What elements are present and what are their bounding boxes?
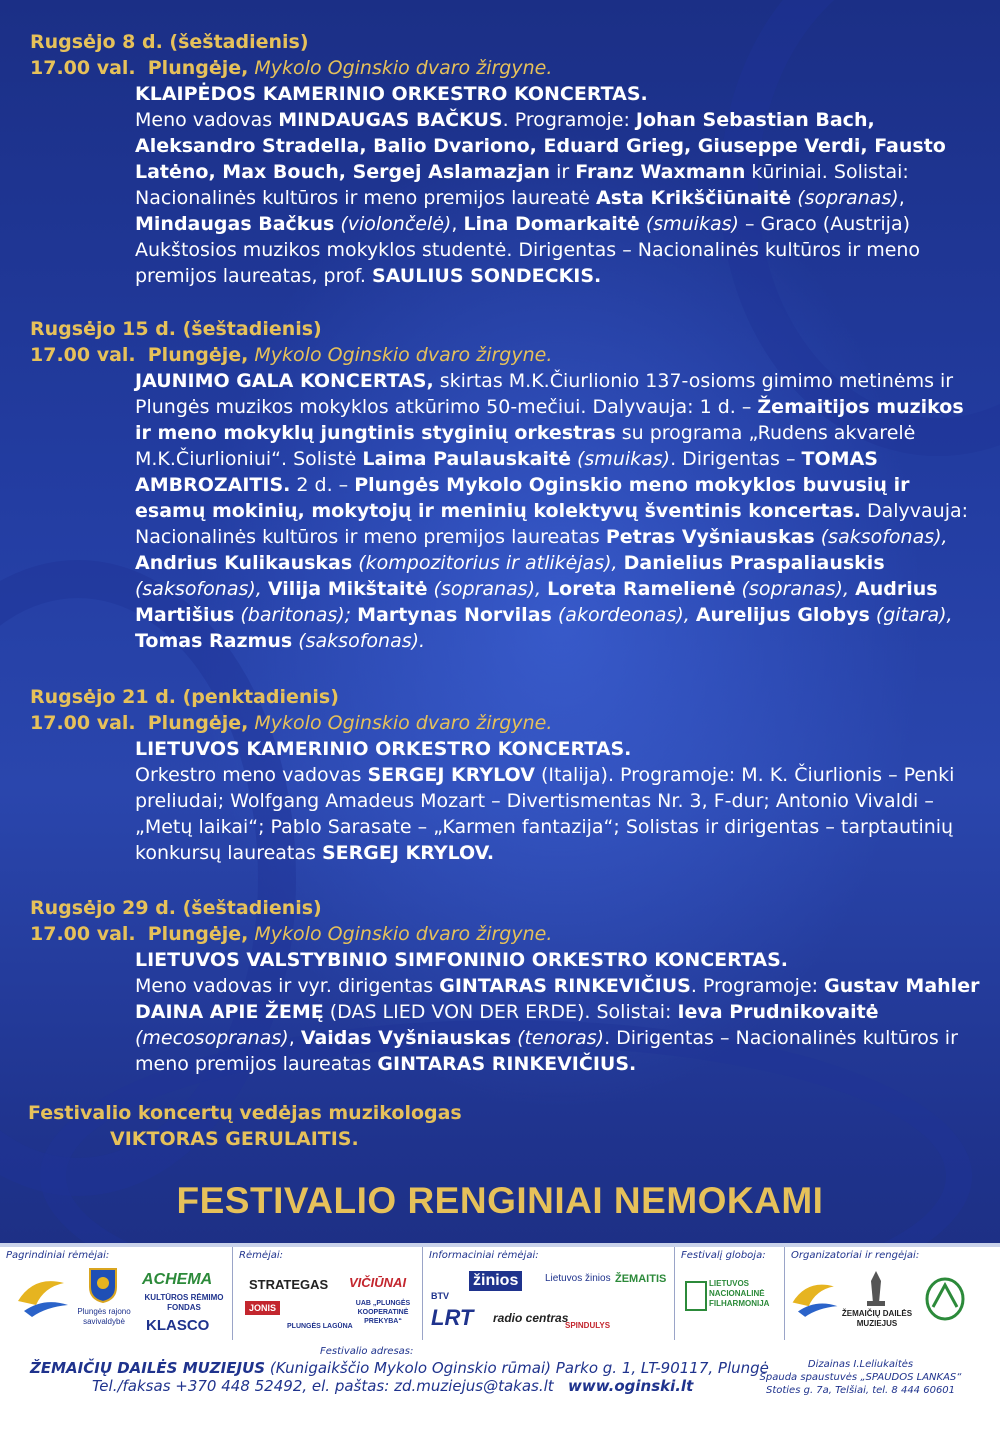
- media-sponsors: [422, 1247, 675, 1344]
- event-sept-29: [30, 895, 980, 1077]
- event-venue: Mykolo Oginskio dvaro žirgyne.: [254, 712, 553, 734]
- website-link[interactable]: www.oginski.lt: [568, 1377, 694, 1395]
- supporters-label: Rėmėjai:: [239, 1250, 284, 1261]
- lrt-logo: LRT: [431, 1305, 474, 1330]
- plunge-municipality-logo: Plungės rajono savivaldybė: [77, 1307, 131, 1326]
- viciunai-logo: VIČIŪNAI: [349, 1275, 407, 1290]
- event-place: Plungėje,: [147, 344, 249, 366]
- zemaiciu-dailes-muziejus-logo: ŽEMAIČIŲ DAILĖS MUZIEJUS: [841, 1309, 913, 1328]
- event-description: KLAIPĖDOS KAMERINIO ORKESTRO KONCERTAS. Meno vadovas MINDAUGAS BAČKUS. Programoje: Johan Sebastian Bach, Aleksandro Stradella, Balio Dvariono, Eduard Grieg, Giuseppe Verdi, Fausto Latėno, Max Bouch, Sergej Aslamazjan ir Franz Waxmann kūriniai. Solistai: Nacionalinės kultūros ir meno premijos laureatė Asta Krikščiūnaitė (sopranas), Mindaugas Bačkus (violončelė), Lina Domarkaitė (smuikas) – Graco (Austrija) Aukštosios muzikos mokyklos studentė. Dirigentas – Nacionalinės kultūros ir meno premijos laureatas, prof. SAULIUS SONDECKIS.: [135, 83, 946, 287]
- host-role: Festivalio koncertų vedėjas muzikologas: [28, 1102, 462, 1124]
- event-sept-8: [30, 29, 980, 289]
- festival-address: [30, 1359, 769, 1377]
- filharmonija-logo: LIETUVOS NACIONALINĖ FILHARMONIJA: [709, 1279, 770, 1308]
- event-place: Plungėje,: [147, 57, 249, 79]
- zemaitis-logo: ŽEMAITIS: [615, 1273, 667, 1285]
- footer: [0, 1340, 1000, 1429]
- plunge-bird-icon: [789, 1275, 841, 1321]
- event-title: LIETUVOS VALSTYBINIO SIMFONINIO ORKESTRO KONCERTAS.: [135, 949, 789, 971]
- main-sponsors-label: Pagrindiniai rėmėjai:: [6, 1250, 110, 1261]
- strategas-logo: STRATEGAS: [249, 1277, 329, 1292]
- filharmonija-icon: [685, 1281, 707, 1311]
- kooperatine-prekyba-logo: UAB „PLUNGĖS KOOPERATINĖ PREKYBA“: [355, 1300, 411, 1325]
- event-date: Rugsėjo 15 d. (šeštadienis): [30, 318, 322, 340]
- main-sponsors: [0, 1247, 232, 1344]
- museum-address: (Kunigaikščio Mykolo Oginskio rūmai) Parko g. 1, LT-90117, Plungė: [265, 1359, 769, 1377]
- event-description: JAUNIMO GALA KONCERTAS, skirtas M.K.Čiurlionio 137-osioms gimimo metinėms ir Plungės muzikos mokyklos atkūrimo 50-mečiui. Dalyvauja: 1 d. – Žemaitijos muzikos ir meno mokyklų jungtinis styginių orkestras su programa „Rudens akvarelė M.K.Čiurlioniui“. Solistė Laima Paulauskaitė (smuikas). Dirigentas – TOMAS AMBROZAITIS. 2 d. – Plungės Mykolo Oginskio meno mokyklos buvusių ir esamų mokinių, mokytojų ir meninių kolektyvų šventinis koncertas. Dalyvauja: Nacionalinės kultūros ir meno premijos laureatas Petras Vyšniauskas (saksofonas), Andrius Kulikauskas (kompozitorius ir atlikėjas), Danielius Praspaliauskis (saksofonas), Vilija Mikštaitė (sopranas), Loreta Ramelienė (sopranas), Audrius Martišius (baritonas); Martynas Norvilas (akordeonas), Aurelijus Globys (gitara), Tomas Razmus (saksofonas).: [135, 370, 969, 652]
- museum-name: ŽEMAIČIŲ DAILĖS MUZIEJUS: [30, 1359, 266, 1377]
- event-sept-15: [30, 316, 980, 654]
- event-sept-21: [30, 684, 980, 866]
- patron-label: Festivalį globoja:: [681, 1250, 766, 1261]
- sponsors-strip: [0, 1243, 1000, 1344]
- festival-host: [28, 1100, 462, 1152]
- event-date: Rugsėjo 8 d. (šeštadienis): [30, 31, 309, 53]
- plunge-bird-icon: [14, 1271, 72, 1321]
- supporters: [232, 1247, 423, 1344]
- klasco-logo: KLASCO: [146, 1317, 210, 1334]
- event-date: Rugsėjo 29 d. (šeštadienis): [30, 897, 322, 919]
- organizers: [784, 1247, 1000, 1344]
- organizers-label: Organizatoriai ir rengėjai:: [791, 1250, 920, 1261]
- achema-logo: ACHEMA: [142, 1271, 213, 1288]
- event-time: 17.00 val.: [30, 712, 136, 734]
- event-title: KLAIPĖDOS KAMERINIO ORKESTRO KONCERTAS.: [135, 83, 648, 105]
- event-time: 17.00 val.: [30, 57, 136, 79]
- jonis-logo: JONIS: [245, 1301, 280, 1315]
- event-description: LIETUVOS VALSTYBINIO SIMFONINIO ORKESTRO KONCERTAS. Meno vadovas ir vyr. dirigentas GINTARAS RINKEVIČIUS. Programoje: Gustav Mahler DAINA APIE ŽEMĘ (DAS LIED VON DER ERDE). Solistai: Ieva Prudnikovaitė (mecosopranas), Vaidas Vyšniauskas (tenoras). Dirigentas – Nacionalinės kultūros ir meno premijos laureatas GINTARAS RINKEVIČIUS.: [135, 949, 980, 1075]
- event-time-place: [30, 342, 980, 368]
- btv-logo: BTV: [431, 1291, 449, 1301]
- event-title: JAUNIMO GALA KONCERTAS,: [135, 370, 434, 392]
- plunges-laguna-logo: PLUNGĖS LAGŪNA: [287, 1323, 353, 1330]
- event-time-place: [30, 55, 980, 81]
- host-name: VIKTORAS GERULAITIS.: [110, 1128, 359, 1150]
- event-title: LIETUVOS KAMERINIO ORKESTRO KONCERTAS.: [135, 738, 632, 760]
- event-venue: Mykolo Oginskio dvaro žirgyne.: [254, 923, 553, 945]
- statue-icon: [861, 1269, 891, 1307]
- free-events-banner: FESTIVALIO RENGINIAI NEMOKAMI: [176, 1180, 824, 1221]
- event-time-place: [30, 921, 980, 947]
- event-venue: Mykolo Oginskio dvaro žirgyne.: [254, 57, 553, 79]
- kulturos-remimo-fondas-logo: KULTŪROS RĖMIMO FONDAS: [144, 1293, 224, 1312]
- spindulys-logo: SPINDULYS: [565, 1321, 611, 1330]
- event-time-place: [30, 710, 980, 736]
- media-sponsors-label: Informaciniai rėmėjai:: [429, 1250, 539, 1261]
- radiocentras-logo: radio centras: [493, 1311, 569, 1325]
- lietuvos-zinios-logo: Lietuvos žinios: [545, 1273, 611, 1284]
- patron: [674, 1247, 785, 1344]
- event-place: Plungėje,: [147, 712, 249, 734]
- green-emblem-icon: [925, 1277, 965, 1321]
- design-print-credits: Dizainas I.Leliukaitės Spauda spaustuvės „SPAUDOS LANKAS“ Stoties g. 7a, Telšiai, tel. 8 444 60601: [759, 1359, 962, 1396]
- festival-address-label: Festivalio adresas:: [320, 1346, 414, 1357]
- event-description: LIETUVOS KAMERINIO ORKESTRO KONCERTAS. Orkestro meno vadovas SERGEJ KRYLOV (Italija). Programoje: M. K. Čiurlionis – Penki preliudai; Wolfgang Amadeus Mozart – Divertismentas Nr. 3, F-dur; Antonio Vivaldi – „Metų laikai“; Pablo Sarasate – „Karmen fantazija“; Solistas ir dirigentas – tarptautinių konkursų laureatas SERGEJ KRYLOV.: [135, 738, 955, 864]
- contacts: [92, 1377, 693, 1395]
- plunge-coat-of-arms-icon: [88, 1267, 118, 1303]
- contact-phone-email: Tel./faksas +370 448 52492, el. paštas: zd.muziejus@takas.lt: [92, 1377, 554, 1395]
- zinios-logo: žinios: [469, 1271, 522, 1291]
- event-date: Rugsėjo 21 d. (penktadienis): [30, 686, 339, 708]
- event-place: Plungėje,: [147, 923, 249, 945]
- event-time: 17.00 val.: [30, 344, 136, 366]
- event-time: 17.00 val.: [30, 923, 136, 945]
- event-venue: Mykolo Oginskio dvaro žirgyne.: [254, 344, 553, 366]
